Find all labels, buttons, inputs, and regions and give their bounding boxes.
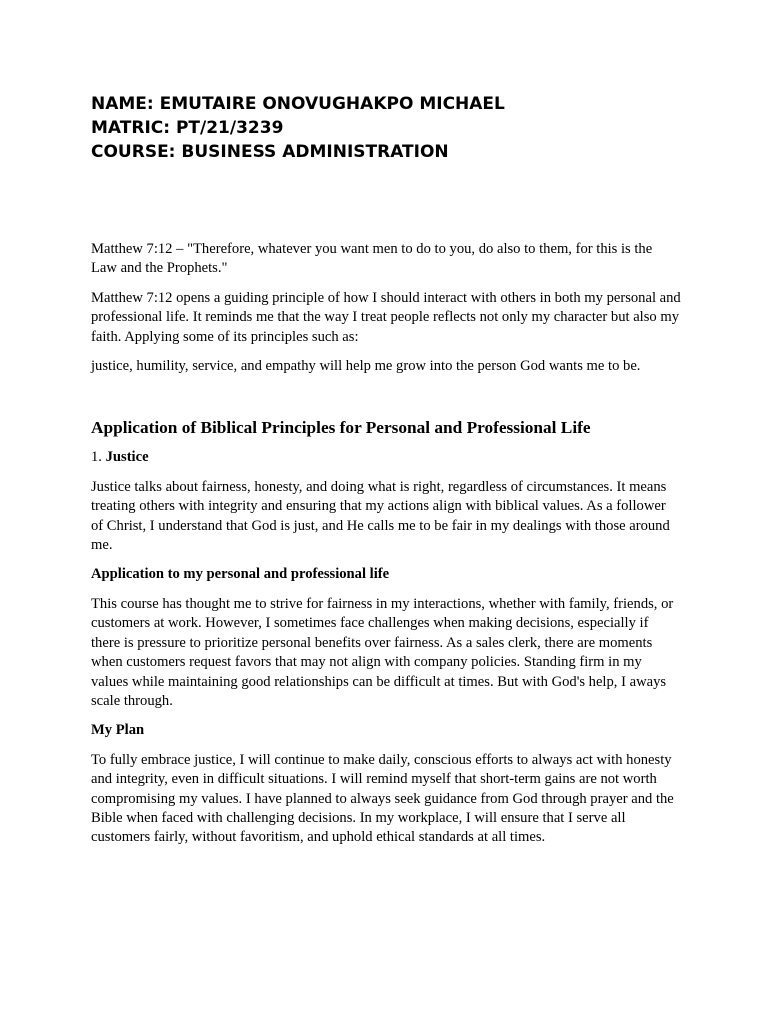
- plan-heading: My Plan: [91, 722, 145, 739]
- course-name: COURSE: BUSINESS ADMINISTRATION: [91, 142, 449, 162]
- application-paragraph: This course has thought me to strive for fairness in my interactions, whether with family, friends, or customers at work. However, I sometimes face challenges when making decisions, especially if there is pressure to prioritize personal benefits over fairness. As a sales clerk, there are moments when customers request favors that may not align with company policies. Standing firm in my values while maintaining good relationships can be difficult at times. But with God's help, I aways scale through.: [91, 595, 674, 709]
- principles-list: justice, humility, service, and empathy will help me grow into the person God wants me to be.: [91, 358, 641, 375]
- document-body: [91, 240, 681, 848]
- matric-number: MATRIC: PT/21/3239: [91, 118, 284, 138]
- justice-paragraph: Justice talks about fairness, honesty, and doing what is right, regardless of circumstances. It means treating others with integrity and ensuring that my actions align with biblical values. As a follower of Christ, I understand that God is just, and He calls me to be fair in my dealings with those around me.: [91, 478, 670, 554]
- item-title: Justice: [105, 449, 149, 466]
- student-name: NAME: EMUTAIRE ONOVUGHAKPO MICHAEL: [91, 94, 505, 114]
- bible-verse: Matthew 7:12 – "Therefore, whatever you want men to do to you, do also to them, for this is the Law and the Prophets.": [91, 241, 653, 277]
- plan-paragraph: To fully embrace justice, I will continue to make daily, conscious efforts to always act with honesty and integrity, even in difficult situations. I will remind myself that short-term gains are not worth compromising my values. I have planned to always seek guidance from God through prayer and the Bible when faced with challenging decisions. In my workplace, I will ensure that I serve all customers fairly, without favoritism, and uphold ethical standards at all times.: [91, 751, 674, 846]
- verse-reflection: Matthew 7:12 opens a guiding principle of how I should interact with others in both my personal and professional life. It reminds me that the way I treat people reflects not only my character but also my faith. Applying some of its principles such as:: [91, 289, 681, 345]
- application-heading: Application to my personal and professional life: [91, 566, 390, 583]
- section-title: Application of Biblical Principles for Personal and Professional Life: [91, 418, 591, 438]
- student-info-header: [91, 92, 691, 164]
- item-number: 1.: [91, 449, 102, 466]
- justice-item-heading: [91, 448, 681, 467]
